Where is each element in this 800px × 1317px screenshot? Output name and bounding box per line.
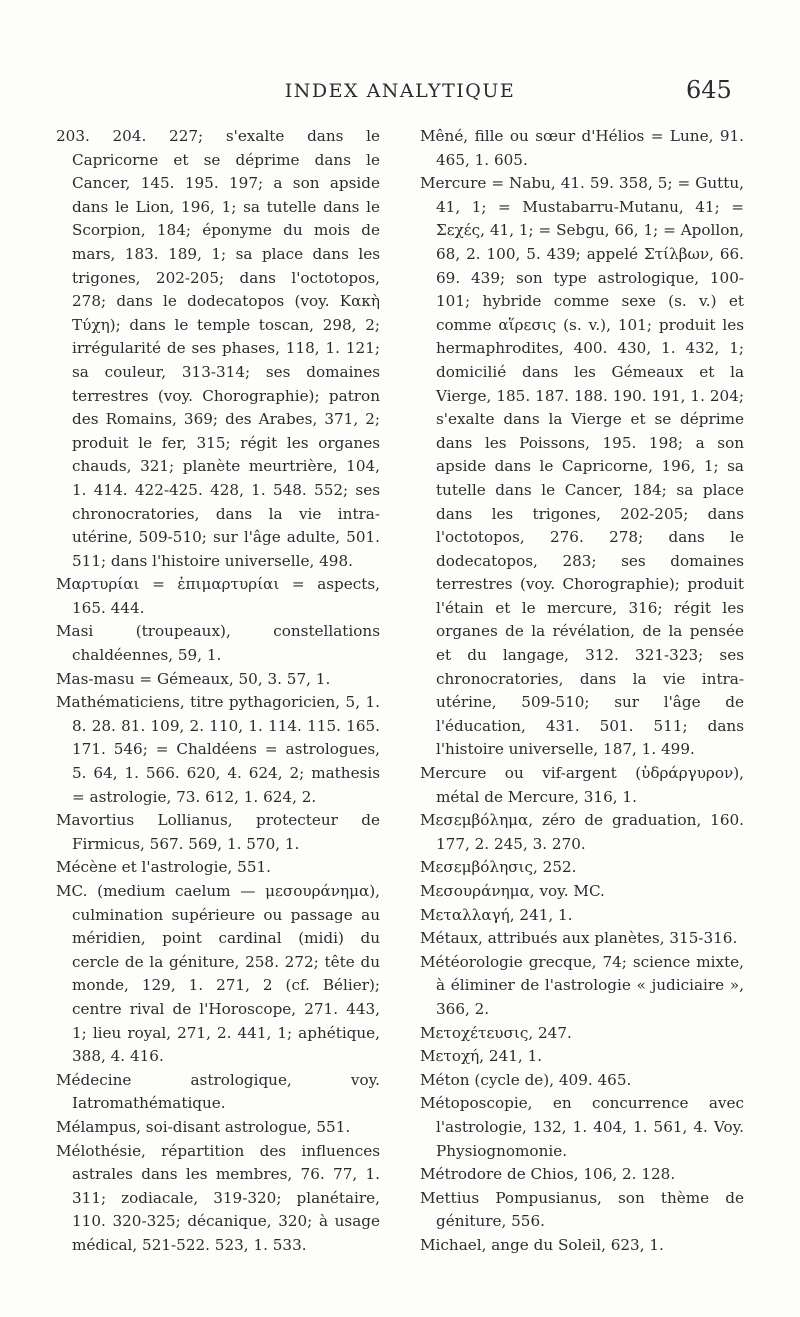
- index-entry: Μεσουράνημα, voy. MC.: [420, 882, 605, 900]
- right-column: [420, 125, 744, 1258]
- index-entry: Michael, ange du Soleil, 623, 1.: [420, 1235, 664, 1254]
- index-entry: Mêné, fille ou sœur d'Hélios = Lune, 91. 465, 1. 605.: [420, 127, 744, 169]
- index-entry: Μεταλλαγή, 241, 1.: [420, 905, 573, 924]
- index-entry: Méton (cycle de), 409. 465.: [420, 1070, 632, 1089]
- index-entry: Mathématiciens, titre pythagoricien, 5, 1. 8. 28. 81. 109, 2. 110, 1. 114. 115. 165. 171. 546; = Chaldéens = astrologues, 5. 64, 1. 566. 620, 4. 624, 2; mathesis = astrologie, 73. 612, 1. 624, 2.: [56, 693, 380, 806]
- index-entry: Mélampus, soi-disant astrologue, 551.: [56, 1117, 351, 1136]
- index-entry: Mavortius Lollianus, protecteur de Firmicus, 567. 569, 1. 570, 1.: [56, 811, 380, 853]
- index-entry: Mélothésie, répartition des influences astrales dans les membres, 76. 77, 1. 311; zodiacale, 319-320; planétaire, 110. 320-325; décanique, 320; à usage médical, 521-522. 523, 1. 533.: [56, 1141, 380, 1254]
- index-entry: Météorologie grecque, 74; science mixte, à éliminer de l'astrologie « judiciaire », 366, 2.: [420, 952, 744, 1018]
- index-entry: Mécène et l'astrologie, 551.: [56, 858, 271, 877]
- index-entry: Μετοχέτευσις, 247.: [420, 1023, 572, 1042]
- index-entry: Μεσεμβόλησις, 252.: [420, 858, 577, 877]
- left-column: [56, 125, 380, 1258]
- index-entry: Mas-masu = Gémeaux, 50, 3. 57, 1.: [56, 669, 331, 688]
- index-entry: Mercure ou vif-argent (ὑδράργυρον), métal de Mercure, 316, 1.: [420, 764, 744, 806]
- index-entry: Μεσεμβόλημα, zéro de graduation, 160. 177, 2. 245, 3. 270.: [420, 811, 744, 853]
- index-entry: Métrodore de Chios, 106, 2. 128.: [420, 1165, 676, 1184]
- index-entry: Μετοχή, 241, 1.: [420, 1047, 543, 1066]
- index-entry: Masi (troupeaux), constellations chaldéennes, 59, 1.: [56, 622, 380, 665]
- index-entry: 203. 204. 227; s'exalte dans le Capricorne et se déprime dans le Cancer, 145. 195. 197; a son apside dans le Lion, 196, 1; sa tutelle dans le Scorpion, 184; éponyme du mois de mars, 183. 189, 1; sa place dans les trigones, 202-205; dans l'octotopos, 278; dans le dodecatopos (voy. Κακὴ Τύχη); dans le temple toscan, 298, 2; irrégularité de ses phases, 118, 1. 121; sa couleur, 313-314; ses domaines terrestres (voy. Chorographie); patron des Romains, 369; des Arabes, 371, 2; produit le fer, 315; régit les organes chauds, 321; planète meurtrière, 104, 1. 414. 422-425. 428, 1. 548. 552; ses chronocratories, dans la vie intra-utérine, 509-510; sur l'âge adulte, 501. 511; dans l'histoire universelle, 498.: [56, 127, 380, 570]
- running-title: INDEX ANALYTIQUE: [284, 80, 516, 102]
- index-entry: MC. (medium caelum — μεσουράνημα), culmination supérieure ou passage au méridien, point cardinal (midi) du cercle de la géniture, 258. 272; tête du monde, 129, 1. 271, 2 (cf. Bélier); centre rival de l'Horoscope, 271. 443, 1; lieu royal, 271, 2. 441, 1; aphétique, 388, 4. 416.: [56, 882, 380, 1066]
- index-entry: Médecine astrologique, voy. Iatromathématique.: [56, 1070, 380, 1113]
- index-entry: Mercure = Nabu, 41. 59. 358, 5; = Guttu, 41, 1; = Mustabarru-Mutanu, 41; = Σεχές, 41, 1; = Sebgu, 66, 1; = Apollon, 68, 2. 100, 5. 439; appelé Στίλβων, 66. 69. 439; son type astrologique, 100-101; hybride comme sexe (s. v.) et comme αἵρεσις (s. v.), 101; produit les hermaphrodites, 400. 430, 1. 432, 1; domicilié dans les Gémeaux et la Vierge, 185. 187. 188. 190. 191, 1. 204; s'exalte dans la Vierge et se déprime dans les Poissons, 195. 198; a son apside dans le Capricorne, 196, 1; sa tutelle dans le Cancer, 184; sa place dans les trigones, 202-205; dans l'octotopos, 276. 278; dans le dodecatopos, 283; ses domaines terrestres (voy. Chorographie); produit l'étain et le mercure, 316; régit les organes de la révélation, de la pensée et du langage, 312. 321-323; ses chronocratories, dans la vie intra-utérine, 509-510; sur l'âge de l'éducation, 431. 501. 511; dans l'histoire universelle, 187, 1. 499.: [420, 174, 744, 759]
- index-entry: Mettius Pompusianus, son thème de géniture, 556.: [420, 1188, 744, 1231]
- page-number: 645: [686, 76, 732, 104]
- index-entry: Métaux, attribués aux planètes, 315-316.: [420, 929, 738, 948]
- index-entry: Μαρτυρίαι = ἐπιμαρτυρίαι = aspects, 165. 444.: [56, 575, 380, 617]
- index-entry: Métoposcopie, en concurrence avec l'astrologie, 132, 1. 404, 1. 561, 4. Voy. Physiognomonie.: [420, 1094, 744, 1160]
